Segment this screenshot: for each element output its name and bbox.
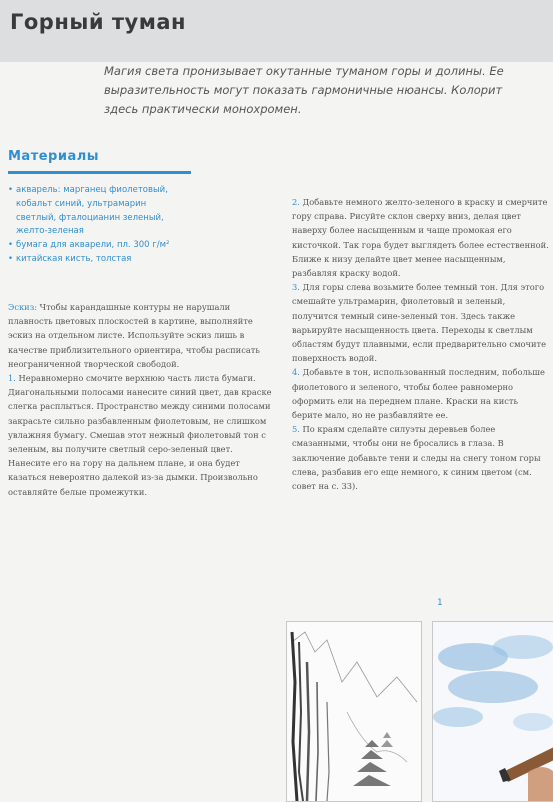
bullet-icon: •	[8, 253, 14, 264]
sketch-photo	[286, 621, 422, 802]
step-3-paragraph: 3. Для горы слева возьмите более темный тон. Для этого смешайте ультрамарин, фиолетовый и зеленый, получится темный сине-зеленый тон. Здесь также варьируйте насыщенность цвета. Переходы к светлым областям будут плавными, если предварительно смочите поверхность водой.	[292, 282, 547, 364]
materials-list	[8, 184, 248, 267]
watercolor-photo	[432, 621, 553, 802]
intro-text: Магия света пронизывает окутанные туманом горы и долины. Ее выразительность могут показать гармоничные нюансы. Колорит здесь практически монохромен.	[104, 64, 504, 116]
figure-number: 1	[437, 598, 443, 608]
materials-heading: Материалы	[8, 149, 100, 164]
instructions-right-column	[292, 195, 550, 493]
step-2-paragraph: 2. Добавьте немного желто-зеленого в краску и смерчите гору справа. Рисуйте склон сверху вниз, делая цвет наверху более насыщенным и чаще промокая его кисточкой. Так гора будет выглядеть более естественной. Ближе к низу делайте цвет менее насыщенным, разбавляя краску водой.	[292, 197, 549, 279]
step-5-paragraph: 5. По краям сделайте силуэты деревьев более смазанными, чтобы они не бросались в глаза. В заключение добавьте тени и следы на снегу тоном горы слева, разбавив его еще немного, к синим цветом (см. совет на с. 33).	[292, 424, 541, 492]
instructions-left-column	[8, 300, 272, 499]
materials-item: • акварель: марганец фиолетовый, кобальт синий, ультрамарин светлый, фталоцианин зеленый, желто-зеленая	[8, 185, 168, 237]
watercolor-image	[433, 622, 553, 801]
pencil-sketch-image	[287, 622, 421, 801]
materials-item: • китайская кисть, толстая	[8, 253, 248, 267]
materials-item: • бумага для акварели, пл. 300 г/м²	[8, 239, 248, 253]
sketch-paragraph: Эскиз: Чтобы карандашные контуры не нарушали плавность цветовых плоскостей в картине, выполняйте эскиз на отдельном листе. Используйте эскиз лишь в качестве приблизительного ориентира, чтобы расписать неограниченной творческой свободой.	[8, 302, 260, 369]
bullet-icon: •	[8, 240, 14, 251]
step-1-paragraph: 1. Неравномерно смочите верхнюю часть листа бумаги. Диагональными полосами нанесите синий цвет, дав краске слегка расплыться. Пространство между синими полосами закрасьте сильно разбавленным фиолетовым, не слишком увлажняя бумагу. Смешав этот нежный фиолетовый тон с зеленым, вы получите светлый серо-зеленый цвет. Нанесите его на гору на дальнем плане, и она будет казаться невероятно далекой из-за дымки. Произвольно оставляйте белые промежутки.	[8, 373, 272, 497]
step-4-paragraph: 4. Добавьте в тон, использованный последним, побольше фиолетового и зеленого, чтобы более равномерно оформить ели на переднем плане. Краски на кисть берите мало, но не разбавляйте ее.	[292, 367, 545, 421]
page-title: Горный туман	[10, 10, 187, 34]
materials-divider	[8, 171, 191, 174]
bullet-icon: •	[8, 185, 14, 195]
